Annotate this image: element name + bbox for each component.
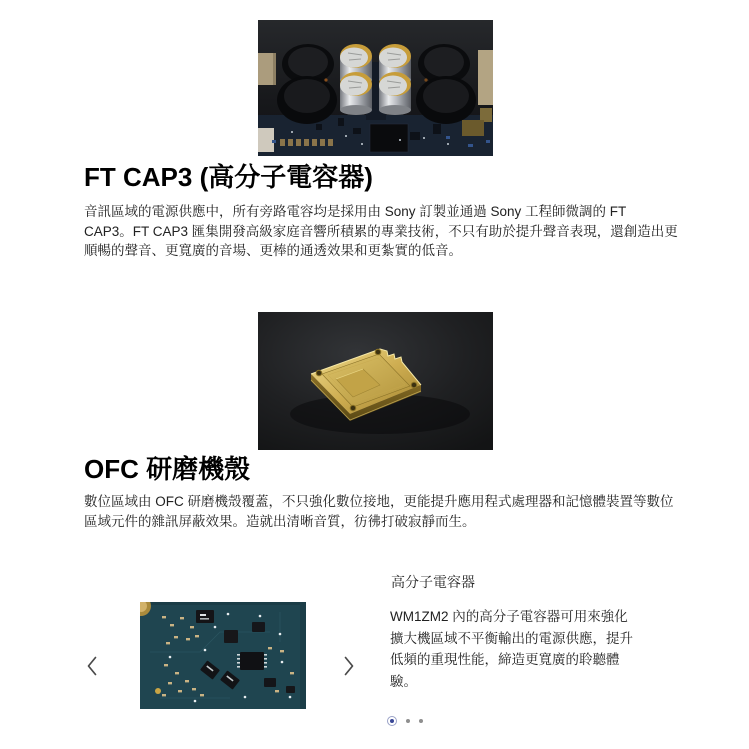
ftcap3-board-photo (258, 20, 493, 156)
ofc-frame-photo (258, 312, 493, 450)
carousel-dot[interactable] (419, 719, 423, 723)
carousel-slide-heading: 高分子電容器 (391, 574, 475, 590)
chevron-left-icon (81, 653, 105, 679)
carousel-dot[interactable] (406, 719, 410, 723)
carousel-slide-body: WM1ZM2 內的高分子電容器可用來強化擴大機區域不平衡輸出的電源供應，提升低頻的重現性能，締造更寬廣的聆聽體驗。 (390, 609, 633, 689)
carousel-dots (387, 715, 423, 727)
pcb-illustration (140, 602, 306, 709)
section-heading-ftcap3: FT CAP3 (高分子電容器) (84, 162, 373, 192)
ftcap3-board-illustration (258, 20, 493, 156)
carousel-slide-photo-pcb (140, 602, 306, 709)
section-body-ofc: 數位區域由 OFC 研磨機殼覆蓋，不只強化數位接地，更能提升應用程式處理器和記憶體裝置等數位區域元件的雜訊屏蔽效果。造就出清晰音質，彷彿打破寂靜而生。 (84, 494, 674, 529)
section-body-ftcap3: 音訊區域的電源供應中，所有旁路電容均是採用由 Sony 訂製並通過 Sony 工程師微調的 FT CAP3。FT CAP3 匯集開發高級家庭音響所積累的專業技術，不只有助於提升聲音表現，還創造出更順暢的聲音、更寬廣的音場、更棒的通透效果和更紮實的低音。 (84, 204, 678, 258)
section-heading-ofc: OFC 研磨機殼 (84, 454, 251, 484)
carousel-prev-button[interactable] (81, 653, 105, 679)
ofc-frame-illustration (258, 312, 493, 450)
carousel-dot-active[interactable] (387, 716, 397, 726)
chevron-right-icon (336, 653, 360, 679)
carousel-next-button[interactable] (336, 653, 360, 679)
